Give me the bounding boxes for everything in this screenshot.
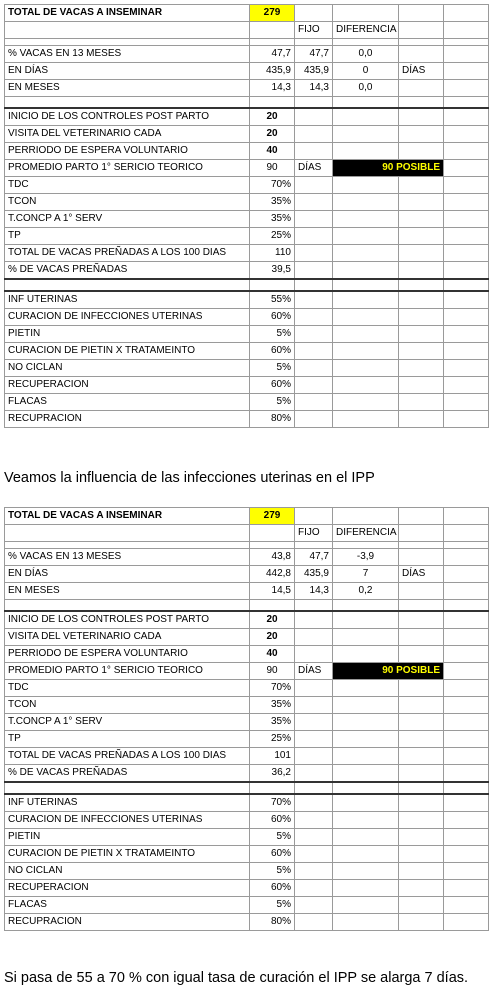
label-tdc: TDC (5, 680, 250, 697)
caption-influencia: Veamos la influencia de las infecciones uterinas en el IPP (4, 470, 375, 486)
value-en-meses[interactable]: 14,3 (250, 80, 295, 97)
label-recupracion: RECUPRACION (5, 411, 250, 428)
label-curacion-pietin: CURACION DE PIETIN X TRATAMEINTO (5, 846, 250, 863)
title-row (5, 508, 489, 525)
posible-badge: 90 POSIBLE (333, 160, 444, 177)
label-pietin: PIETIN (5, 829, 250, 846)
row-flacas (5, 394, 489, 411)
fijo-en-meses[interactable]: 14,3 (295, 583, 333, 600)
label-pct-prenadas: % DE VACAS PREÑADAS (5, 262, 250, 280)
dif-en-meses[interactable]: 0,2 (333, 583, 399, 600)
fijo-meses-13[interactable]: 47,7 (295, 46, 333, 63)
row-tdc (5, 177, 489, 194)
unit-dias: DÍAS (295, 663, 333, 680)
label-tp: TP (5, 228, 250, 245)
row-visita (5, 126, 489, 143)
dif-meses-13[interactable]: -3,9 (333, 549, 399, 566)
value-visita-veterinario[interactable]: 20 (250, 126, 295, 143)
empty-cell[interactable] (399, 5, 444, 22)
value-tdc[interactable]: 70% (250, 177, 295, 194)
dif-en-dias[interactable]: 0 (333, 63, 399, 80)
label-promedio-parto: PROMEDIO PARTO 1° SERICIO TEORICO (5, 663, 250, 680)
row-promedio (5, 160, 489, 177)
fijo-en-dias[interactable]: 435,9 (295, 63, 333, 80)
label-inf-uterinas: INF UTERINAS (5, 794, 250, 812)
value-prenadas-100[interactable]: 110 (250, 245, 295, 262)
value-tconcp[interactable]: 35% (250, 211, 295, 228)
value-recupracion[interactable]: 80% (250, 914, 295, 931)
value-pct-prenadas[interactable]: 39,5 (250, 262, 295, 280)
dif-en-meses[interactable]: 0,0 (333, 80, 399, 97)
row-curacion-inf (5, 812, 489, 829)
empty-cell[interactable] (333, 5, 399, 22)
label-visita-veterinario: VISITA DEL VETERINARIO CADA (5, 126, 250, 143)
row-en-meses (5, 80, 489, 97)
header-row (5, 525, 489, 542)
spacer-row (5, 279, 489, 291)
label-meses-13: % VACAS EN 13 MESES (5, 549, 250, 566)
value-meses-13[interactable]: 43,8 (250, 549, 295, 566)
label-tdc: TDC (5, 177, 250, 194)
dif-en-dias[interactable]: 7 (333, 566, 399, 583)
row-recuperacion (5, 880, 489, 897)
label-curacion-inf: CURACION DE INFECCIONES UTERINAS (5, 812, 250, 829)
empty-cell[interactable] (444, 5, 489, 22)
empty-cell[interactable] (444, 22, 489, 39)
value-flacas[interactable]: 5% (250, 897, 295, 914)
value-pct-prenadas[interactable]: 36,2 (250, 765, 295, 783)
value-recupracion[interactable]: 80% (250, 411, 295, 428)
unit-dias: DÍAS (399, 566, 444, 583)
label-curacion-pietin: CURACION DE PIETIN X TRATAMEINTO (5, 343, 250, 360)
value-tdc[interactable]: 70% (250, 680, 295, 697)
label-flacas: FLACAS (5, 897, 250, 914)
label-no-ciclan: NO CICLAN (5, 360, 250, 377)
value-curacion-inf[interactable]: 60% (250, 309, 295, 326)
value-curacion-pietin[interactable]: 60% (250, 343, 295, 360)
row-tdc (5, 680, 489, 697)
empty-cell[interactable] (250, 22, 295, 39)
label-prenadas-100: TOTAL DE VACAS PREÑADAS A LOS 100 DIAS (5, 245, 250, 262)
label-inicio-controles: INICIO DE LOS CONTROLES POST PARTO (5, 611, 250, 629)
value-espera-voluntario[interactable]: 40 (250, 143, 295, 160)
row-pct-prenadas (5, 765, 489, 783)
label-no-ciclan: NO CICLAN (5, 863, 250, 880)
spreadsheet-table-1 (4, 4, 488, 428)
spacer-row (5, 542, 489, 549)
row-tconcp (5, 714, 489, 731)
header-fijo: FIJO (295, 525, 333, 542)
row-espera (5, 143, 489, 160)
label-meses-13: % VACAS EN 13 MESES (5, 46, 250, 63)
header-row (5, 22, 489, 39)
empty-cell[interactable] (295, 5, 333, 22)
value-en-dias[interactable]: 435,9 (250, 63, 295, 80)
row-prenadas-100 (5, 748, 489, 765)
spacer-row (5, 782, 489, 794)
row-curacion-inf (5, 309, 489, 326)
label-prenadas-100: TOTAL DE VACAS PREÑADAS A LOS 100 DIAS (5, 748, 250, 765)
value-meses-13[interactable]: 47,7 (250, 46, 295, 63)
caption-conclusion: Si pasa de 55 a 70 % con igual tasa de curación el IPP se alarga 7 días. (4, 970, 469, 986)
label-en-dias: EN DÍAS (5, 63, 250, 80)
value-recuperacion[interactable]: 60% (250, 377, 295, 394)
value-tp[interactable]: 25% (250, 731, 295, 748)
value-prenadas-100[interactable]: 101 (250, 748, 295, 765)
row-promedio (5, 663, 489, 680)
value-tcon[interactable]: 35% (250, 697, 295, 714)
sheet-title: TOTAL DE VACAS A INSEMINAR (5, 508, 250, 525)
value-no-ciclan[interactable]: 5% (250, 863, 295, 880)
row-curacion-pietin (5, 846, 489, 863)
row-inicio (5, 611, 489, 629)
row-meses-13 (5, 46, 489, 63)
row-flacas (5, 897, 489, 914)
value-visita-veterinario[interactable]: 20 (250, 629, 295, 646)
label-tp: TP (5, 731, 250, 748)
label-en-meses: EN MESES (5, 583, 250, 600)
title-row (5, 5, 489, 22)
row-en-dias (5, 566, 489, 583)
unit-dias: DÍAS (295, 160, 333, 177)
value-curacion-pietin[interactable]: 60% (250, 846, 295, 863)
row-recupracion (5, 914, 489, 931)
value-pietin[interactable]: 5% (250, 829, 295, 846)
label-recuperacion: RECUPERACION (5, 880, 250, 897)
row-pietin (5, 326, 489, 343)
row-tp (5, 731, 489, 748)
empty-cell[interactable] (399, 22, 444, 39)
posible-badge: 90 POSIBLE (333, 663, 444, 680)
row-tconcp (5, 211, 489, 228)
value-no-ciclan[interactable]: 5% (250, 360, 295, 377)
sheet-title: TOTAL DE VACAS A INSEMINAR (5, 5, 250, 22)
row-no-ciclan (5, 863, 489, 880)
row-inicio (5, 108, 489, 126)
row-inf-uterinas (5, 794, 489, 812)
label-tcon: TCON (5, 194, 250, 211)
fijo-en-dias[interactable]: 435,9 (295, 566, 333, 583)
label-espera-voluntario: PERRIODO DE ESPERA VOLUNTARIO (5, 646, 250, 663)
value-pietin[interactable]: 5% (250, 326, 295, 343)
value-tcon[interactable]: 35% (250, 194, 295, 211)
empty-cell[interactable] (5, 22, 250, 39)
spacer-row (5, 39, 489, 46)
row-visita (5, 629, 489, 646)
label-espera-voluntario: PERRIODO DE ESPERA VOLUNTARIO (5, 143, 250, 160)
label-tconcp: T.CONCP A 1° SERV (5, 714, 250, 731)
unit-dias: DÍAS (399, 63, 444, 80)
header-diferencia: DIFERENCIA (333, 22, 399, 39)
value-inf-uterinas[interactable]: 70% (250, 794, 295, 812)
header-diferencia: DIFERENCIA (333, 525, 399, 542)
label-visita-veterinario: VISITA DEL VETERINARIO CADA (5, 629, 250, 646)
row-recupracion (5, 411, 489, 428)
row-tcon (5, 697, 489, 714)
label-tcon: TCON (5, 697, 250, 714)
fijo-meses-13[interactable]: 47,7 (295, 549, 333, 566)
value-tp[interactable]: 25% (250, 228, 295, 245)
label-recupracion: RECUPRACION (5, 914, 250, 931)
row-no-ciclan (5, 360, 489, 377)
spacer-row (5, 97, 489, 109)
value-tconcp[interactable]: 35% (250, 714, 295, 731)
total-vacas-cell[interactable]: 279 (250, 5, 295, 22)
label-pietin: PIETIN (5, 326, 250, 343)
header-fijo: FIJO (295, 22, 333, 39)
label-flacas: FLACAS (5, 394, 250, 411)
value-promedio-parto[interactable]: 90 (250, 160, 295, 177)
label-en-meses: EN MESES (5, 80, 250, 97)
label-pct-prenadas: % DE VACAS PREÑADAS (5, 765, 250, 783)
label-inf-uterinas: INF UTERINAS (5, 291, 250, 309)
label-tconcp: T.CONCP A 1° SERV (5, 211, 250, 228)
row-meses-13 (5, 549, 489, 566)
value-promedio-parto[interactable]: 90 (250, 663, 295, 680)
spacer-row (5, 600, 489, 612)
value-curacion-inf[interactable]: 60% (250, 812, 295, 829)
row-espera (5, 646, 489, 663)
label-en-dias: EN DÍAS (5, 566, 250, 583)
dif-meses-13[interactable]: 0,0 (333, 46, 399, 63)
total-vacas-cell[interactable]: 279 (250, 508, 295, 525)
value-flacas[interactable]: 5% (250, 394, 295, 411)
row-recuperacion (5, 377, 489, 394)
value-en-dias[interactable]: 442,8 (250, 566, 295, 583)
value-inicio-controles[interactable]: 20 (250, 108, 295, 126)
row-en-dias (5, 63, 489, 80)
row-pct-prenadas (5, 262, 489, 280)
row-curacion-pietin (5, 343, 489, 360)
label-inicio-controles: INICIO DE LOS CONTROLES POST PARTO (5, 108, 250, 126)
value-recuperacion[interactable]: 60% (250, 880, 295, 897)
value-inf-uterinas[interactable]: 55% (250, 291, 295, 309)
row-prenadas-100 (5, 245, 489, 262)
row-inf-uterinas (5, 291, 489, 309)
spreadsheet-table-2 (4, 507, 488, 931)
row-pietin (5, 829, 489, 846)
label-curacion-inf: CURACION DE INFECCIONES UTERINAS (5, 309, 250, 326)
value-espera-voluntario[interactable]: 40 (250, 646, 295, 663)
fijo-en-meses[interactable]: 14,3 (295, 80, 333, 97)
value-en-meses[interactable]: 14,5 (250, 583, 295, 600)
row-tcon (5, 194, 489, 211)
value-inicio-controles[interactable]: 20 (250, 611, 295, 629)
label-promedio-parto: PROMEDIO PARTO 1° SERICIO TEORICO (5, 160, 250, 177)
row-tp (5, 228, 489, 245)
label-recuperacion: RECUPERACION (5, 377, 250, 394)
row-en-meses (5, 583, 489, 600)
